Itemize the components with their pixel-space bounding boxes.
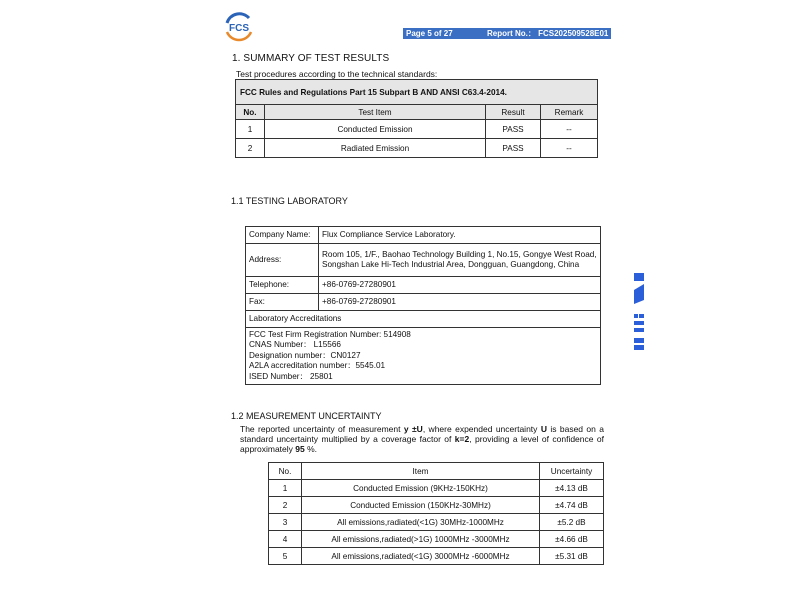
col-item: Item [302, 463, 540, 480]
row-item: All emissions,radiated(<1G) 3000MHz -6000MHz [302, 548, 540, 565]
col-result: Result [486, 105, 541, 120]
uncertainty-header-row [269, 463, 604, 480]
row-no: 2 [269, 497, 302, 514]
fax-value: +86-0769-27280901 [319, 294, 601, 311]
row-remark: -- [541, 120, 598, 139]
summary-title: 1. SUMMARY OF TEST RESULTS [232, 53, 390, 64]
standard-cell: FCC Rules and Regulations Part 15 Subpart B AND ANSI C63.4-2014. [236, 80, 598, 105]
table-row [269, 531, 604, 548]
telephone-label: Telephone: [246, 277, 319, 294]
row-item: All emissions,radiated(>1G) 1000MHz -3000MHz [302, 531, 540, 548]
row-uncertainty: ±4.13 dB [540, 480, 604, 497]
row-uncertainty: ±4.66 dB [540, 531, 604, 548]
accreditations-label: Laboratory Accreditations [246, 311, 601, 328]
row-no: 3 [269, 514, 302, 531]
address-value: Room 105, 1/F., Baohao Technology Building 1, No.15, Gongye West Road, Songshan Lake Hi-Tech Industrial Area, Dongguan, Guangdong, China [319, 244, 601, 277]
row-uncertainty: ±5.2 dB [540, 514, 604, 531]
row-item: Conducted Emission [265, 120, 486, 139]
page-number: Page 5 of 27 [406, 29, 453, 38]
uncertainty-title: 1.2 MEASUREMENT UNCERTAINTY [231, 411, 382, 421]
col-no: No. [236, 105, 265, 120]
address-label: Address: [246, 244, 319, 277]
lab-table [245, 226, 601, 385]
table-row [236, 120, 598, 139]
page-header-bar [403, 28, 611, 39]
accreditation-designation: Designation number：CN0127 [249, 350, 361, 360]
row-no: 5 [269, 548, 302, 565]
lab-title: 1.1 TESTING LABORATORY [231, 196, 348, 206]
uncertainty-table [268, 462, 604, 565]
row-item: Radiated Emission [265, 139, 486, 158]
row-remark: -- [541, 139, 598, 158]
row-uncertainty: ±4.74 dB [540, 497, 604, 514]
accreditation-ised: ISED Number： 25801 [249, 371, 333, 381]
row-result: PASS [486, 120, 541, 139]
row-uncertainty: ±5.31 dB [540, 548, 604, 565]
logo-text: FCS [229, 23, 249, 34]
company-label: Company Name: [246, 227, 319, 244]
col-no: No. [269, 463, 302, 480]
table-row [269, 548, 604, 565]
company-value: Flux Compliance Service Laboratory. [319, 227, 601, 244]
accreditation-cnas: CNAS Number： L15566 [249, 340, 341, 350]
col-uncertainty: Uncertainty [540, 463, 604, 480]
row-item: All emissions,radiated(<1G) 30MHz-1000MHz [302, 514, 540, 531]
col-remark: Remark [541, 105, 598, 120]
summary-header-row [236, 105, 598, 120]
table-row [269, 480, 604, 497]
uncertainty-paragraph: The reported uncertainty of measurement y ±U, where expended uncertainty U is based on a standard uncertainty multiplied by a coverage factor of k=2, providing a level of confidence of approximately 95 %. [240, 424, 604, 454]
row-no: 2 [236, 139, 265, 158]
row-item: Conducted Emission (9KHz-150KHz) [302, 480, 540, 497]
summary-intro: Test procedures according to the technical standards: [236, 69, 438, 79]
accreditation-a2la: A2LA accreditation number：5545.01 [249, 361, 386, 371]
table-row [269, 514, 604, 531]
side-stamp-mark [633, 270, 645, 352]
accreditation-fcc: FCC Test Firm Registration Number: 514908 [249, 330, 411, 339]
row-no: 1 [236, 120, 265, 139]
col-test-item: Test Item [265, 105, 486, 120]
accreditations-list [246, 328, 601, 385]
summary-table [235, 79, 598, 158]
table-row [236, 139, 598, 158]
table-row [269, 497, 604, 514]
fcs-logo [221, 9, 257, 45]
telephone-value: +86-0769-27280901 [319, 277, 601, 294]
row-no: 1 [269, 480, 302, 497]
row-result: PASS [486, 139, 541, 158]
fax-label: Fax: [246, 294, 319, 311]
row-no: 4 [269, 531, 302, 548]
report-number: Report No.： FCS202509528E01 [487, 29, 609, 38]
row-item: Conducted Emission (150KHz-30MHz) [302, 497, 540, 514]
